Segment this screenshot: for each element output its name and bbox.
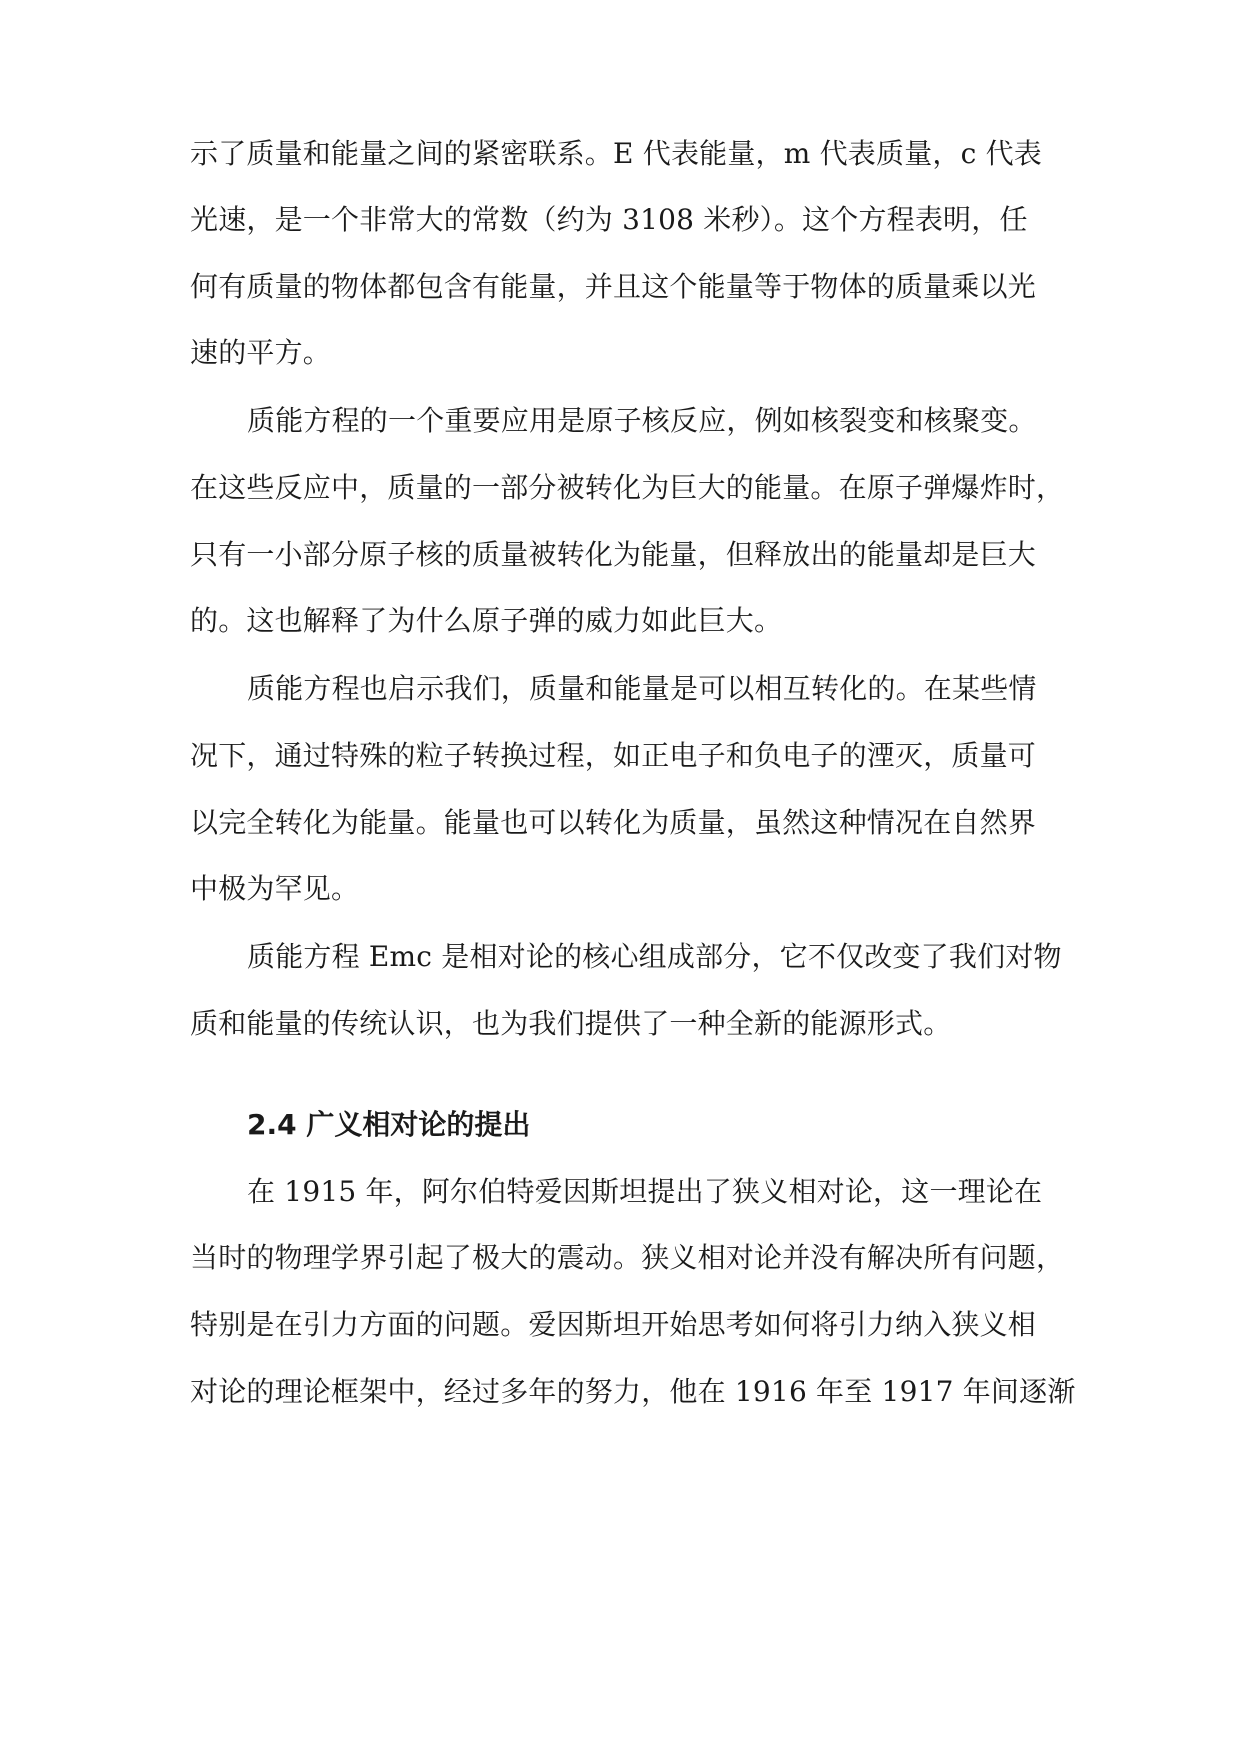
paragraph-line: 中极为罕见。 <box>190 872 360 905</box>
paragraph-line: 的。这也解释了为什么原子弹的威力如此巨大。 <box>190 604 783 637</box>
paragraph-line: 在这些反应中，质量的一部分被转化为巨大的能量。在原子弹爆炸时， <box>190 471 1065 504</box>
paragraph-line: 质和能量的传统认识，也为我们提供了一种全新的能源形式。 <box>190 1007 952 1040</box>
paragraph-line: 在 1915 年，阿尔伯特爱因斯坦提出了狭义相对论，这一理论在 <box>247 1175 1043 1208</box>
paragraph-line: 何有质量的物体都包含有能量，并且这个能量等于物体的质量乘以光 <box>190 270 1037 303</box>
paragraph-line: 当时的物理学界引起了极大的震动。狭义相对论并没有解决所有问题， <box>190 1241 1065 1274</box>
paragraph-line: 以完全转化为能量。能量也可以转化为质量，虽然这种情况在自然界 <box>190 806 1037 839</box>
paragraph-line: 速的平方。 <box>190 336 332 369</box>
paragraph-line: 对论的理论框架中，经过多年的努力，他在 1916 年至 1917 年间逐渐 <box>190 1375 1076 1408</box>
paragraph-line: 光速，是一个非常大的常数（约为 3108 米秒）。这个方程表明，任 <box>190 203 1028 236</box>
paragraph-line: 特别是在引力方面的问题。爱因斯坦开始思考如何将引力纳入狭义相 <box>190 1308 1037 1341</box>
paragraph-line: 质能方程也启示我们，质量和能量是可以相互转化的。在某些情 <box>247 672 1037 705</box>
paragraph-line: 示了质量和能量之间的紧密联系。E 代表能量，m 代表质量，c 代表 <box>190 137 1042 170</box>
section-heading: 2.4 广义相对论的提出 <box>247 1108 531 1141</box>
paragraph-line: 只有一小部分原子核的质量被转化为能量，但释放出的能量却是巨大 <box>190 538 1037 571</box>
paragraph-line: 质能方程的一个重要应用是原子核反应，例如核裂变和核聚变。 <box>247 404 1037 437</box>
paragraph-line: 况下，通过特殊的粒子转换过程，如正电子和负电子的湮灭，质量可 <box>190 739 1037 772</box>
paragraph-line: 质能方程 Emc 是相对论的核心组成部分，它不仅改变了我们对物 <box>247 940 1062 973</box>
